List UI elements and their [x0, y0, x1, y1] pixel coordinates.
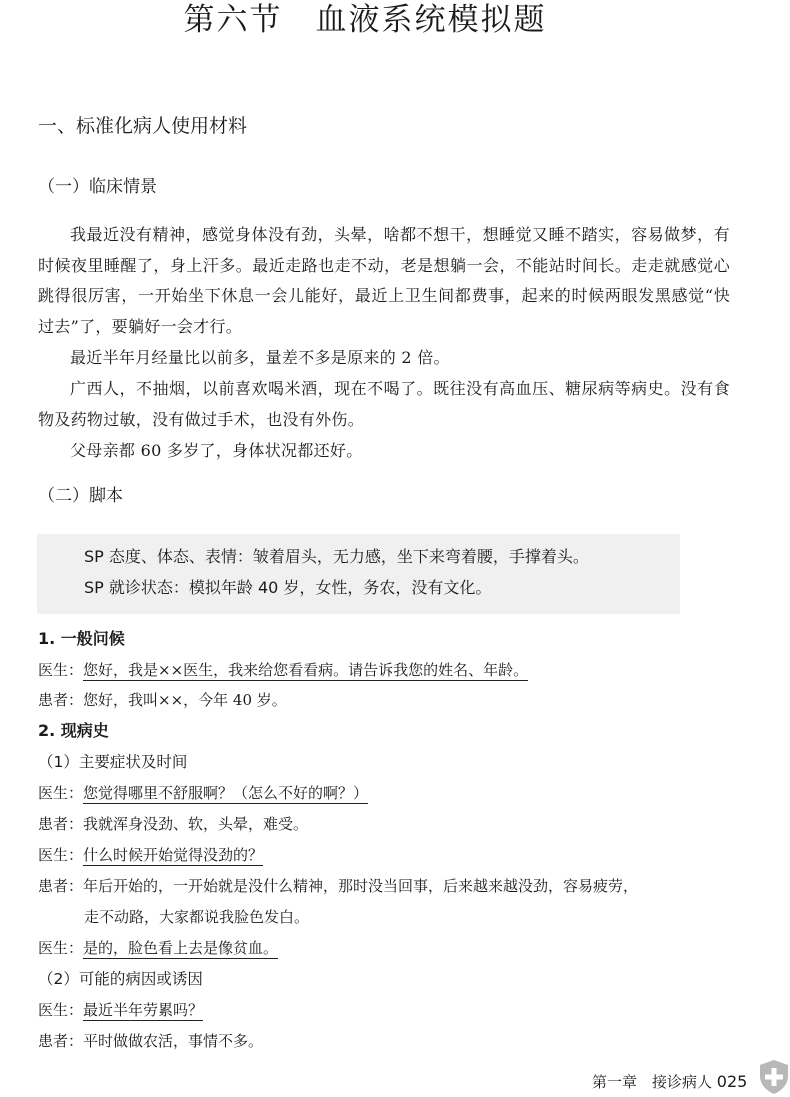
doctor-question: 是的，脸色看上去是像贫血。 [83, 939, 279, 957]
chapter-label: 第一章 接诊病人 [592, 1073, 713, 1091]
dialogue-patient [38, 874, 638, 898]
speaker-label: 医生： [38, 1001, 84, 1019]
section-heading: 一、标准化病人使用材料 [38, 115, 248, 137]
speaker-label: 患者： [38, 877, 84, 895]
doctor-question: 什么时候开始觉得没劲的？ [83, 846, 264, 864]
speaker-label: 医生： [38, 846, 84, 864]
page-number: 025 [716, 1072, 748, 1091]
history-heading: 2. 现病史 [38, 721, 109, 740]
speaker-label: 医生： [38, 784, 84, 802]
subsection-heading: （2）可能的病因或诱因 [38, 970, 203, 988]
dialogue-doctor [38, 998, 203, 1022]
dialogue-doctor [38, 936, 278, 960]
page-title: 第六节 血液系统模拟题 [183, 2, 547, 38]
dialogue-patient [38, 1029, 263, 1053]
dialogue-patient [38, 688, 287, 712]
speaker-label: 医生： [38, 661, 84, 679]
speaker-label: 患者： [38, 815, 84, 833]
dialogue-doctor [38, 781, 368, 805]
scenario-paragraph: 父母亲都 60 多岁了，身体状况都还好。 [70, 441, 363, 460]
clinical-scenario-heading: （一）临床情景 [38, 177, 157, 197]
doctor-question: 您觉得哪里不舒服啊？（怎么不好的啊？） [83, 784, 369, 802]
speaker-label: 医生： [38, 939, 84, 957]
shield-cross-icon [758, 1059, 790, 1095]
dialogue-doctor [38, 658, 528, 682]
greeting-heading: 1. 一般问候 [38, 629, 125, 648]
scenario-paragraph: 广西人，不抽烟，以前喜欢喝米酒，现在不喝了。既往没有高血压、糖尿病等病史。没有食物及药物过敏，没有做过手术，也没有外伤。 [38, 379, 730, 429]
patient-answer: 我就浑身没劲、软，头晕，难受。 [83, 815, 309, 833]
script-line: SP 就诊状态：模拟年龄 40 岁，女性，务农，没有文化。 [84, 578, 492, 597]
speaker-label: 患者： [38, 691, 84, 709]
dialogue-patient [38, 812, 308, 836]
subsection-heading: （1）主要症状及时间 [38, 753, 188, 771]
doctor-question: 最近半年劳累吗？ [83, 1001, 204, 1019]
script-line: SP 态度、体态、表情：皱着眉头，无力感，坐下来弯着腰，手撑着头。 [84, 547, 589, 566]
dialogue-doctor [38, 843, 263, 867]
doctor-question: 您好，我是××医生，我来给您看看病。请告诉我您的姓名、年龄。 [83, 661, 529, 679]
patient-answer: 平时做做农活，事情不多。 [83, 1032, 264, 1050]
patient-answer: 您好，我叫××，今年 40 岁。 [83, 691, 287, 709]
scenario-paragraph: 最近半年月经量比以前多，量差不多是原来的 2 倍。 [70, 348, 450, 367]
scenario-paragraph: 我最近没有精神，感觉身体没有劲，头晕，啥都不想干，想睡觉又睡不踏实，容易做梦，有时候夜里睡醒了，身上汗多。最近走路也走不动，老是想躺一会，不能站时间长。走走就感觉心跳得很厉害，一开始坐下休息一会儿能好，最近上卫生间都费事，起来的时候两眼发黑感觉“快过去”了，要躺好一会才行。 [38, 225, 730, 336]
page-footer [592, 1072, 747, 1092]
patient-answer-continued: 走不动路，大家都说我脸色发白。 [84, 908, 310, 926]
patient-answer: 年后开始的，一开始就是没什么精神，那时没当回事，后来越来越没劲，容易疲劳， [83, 877, 639, 895]
script-heading: （二）脚本 [38, 486, 123, 506]
speaker-label: 患者： [38, 1032, 84, 1050]
